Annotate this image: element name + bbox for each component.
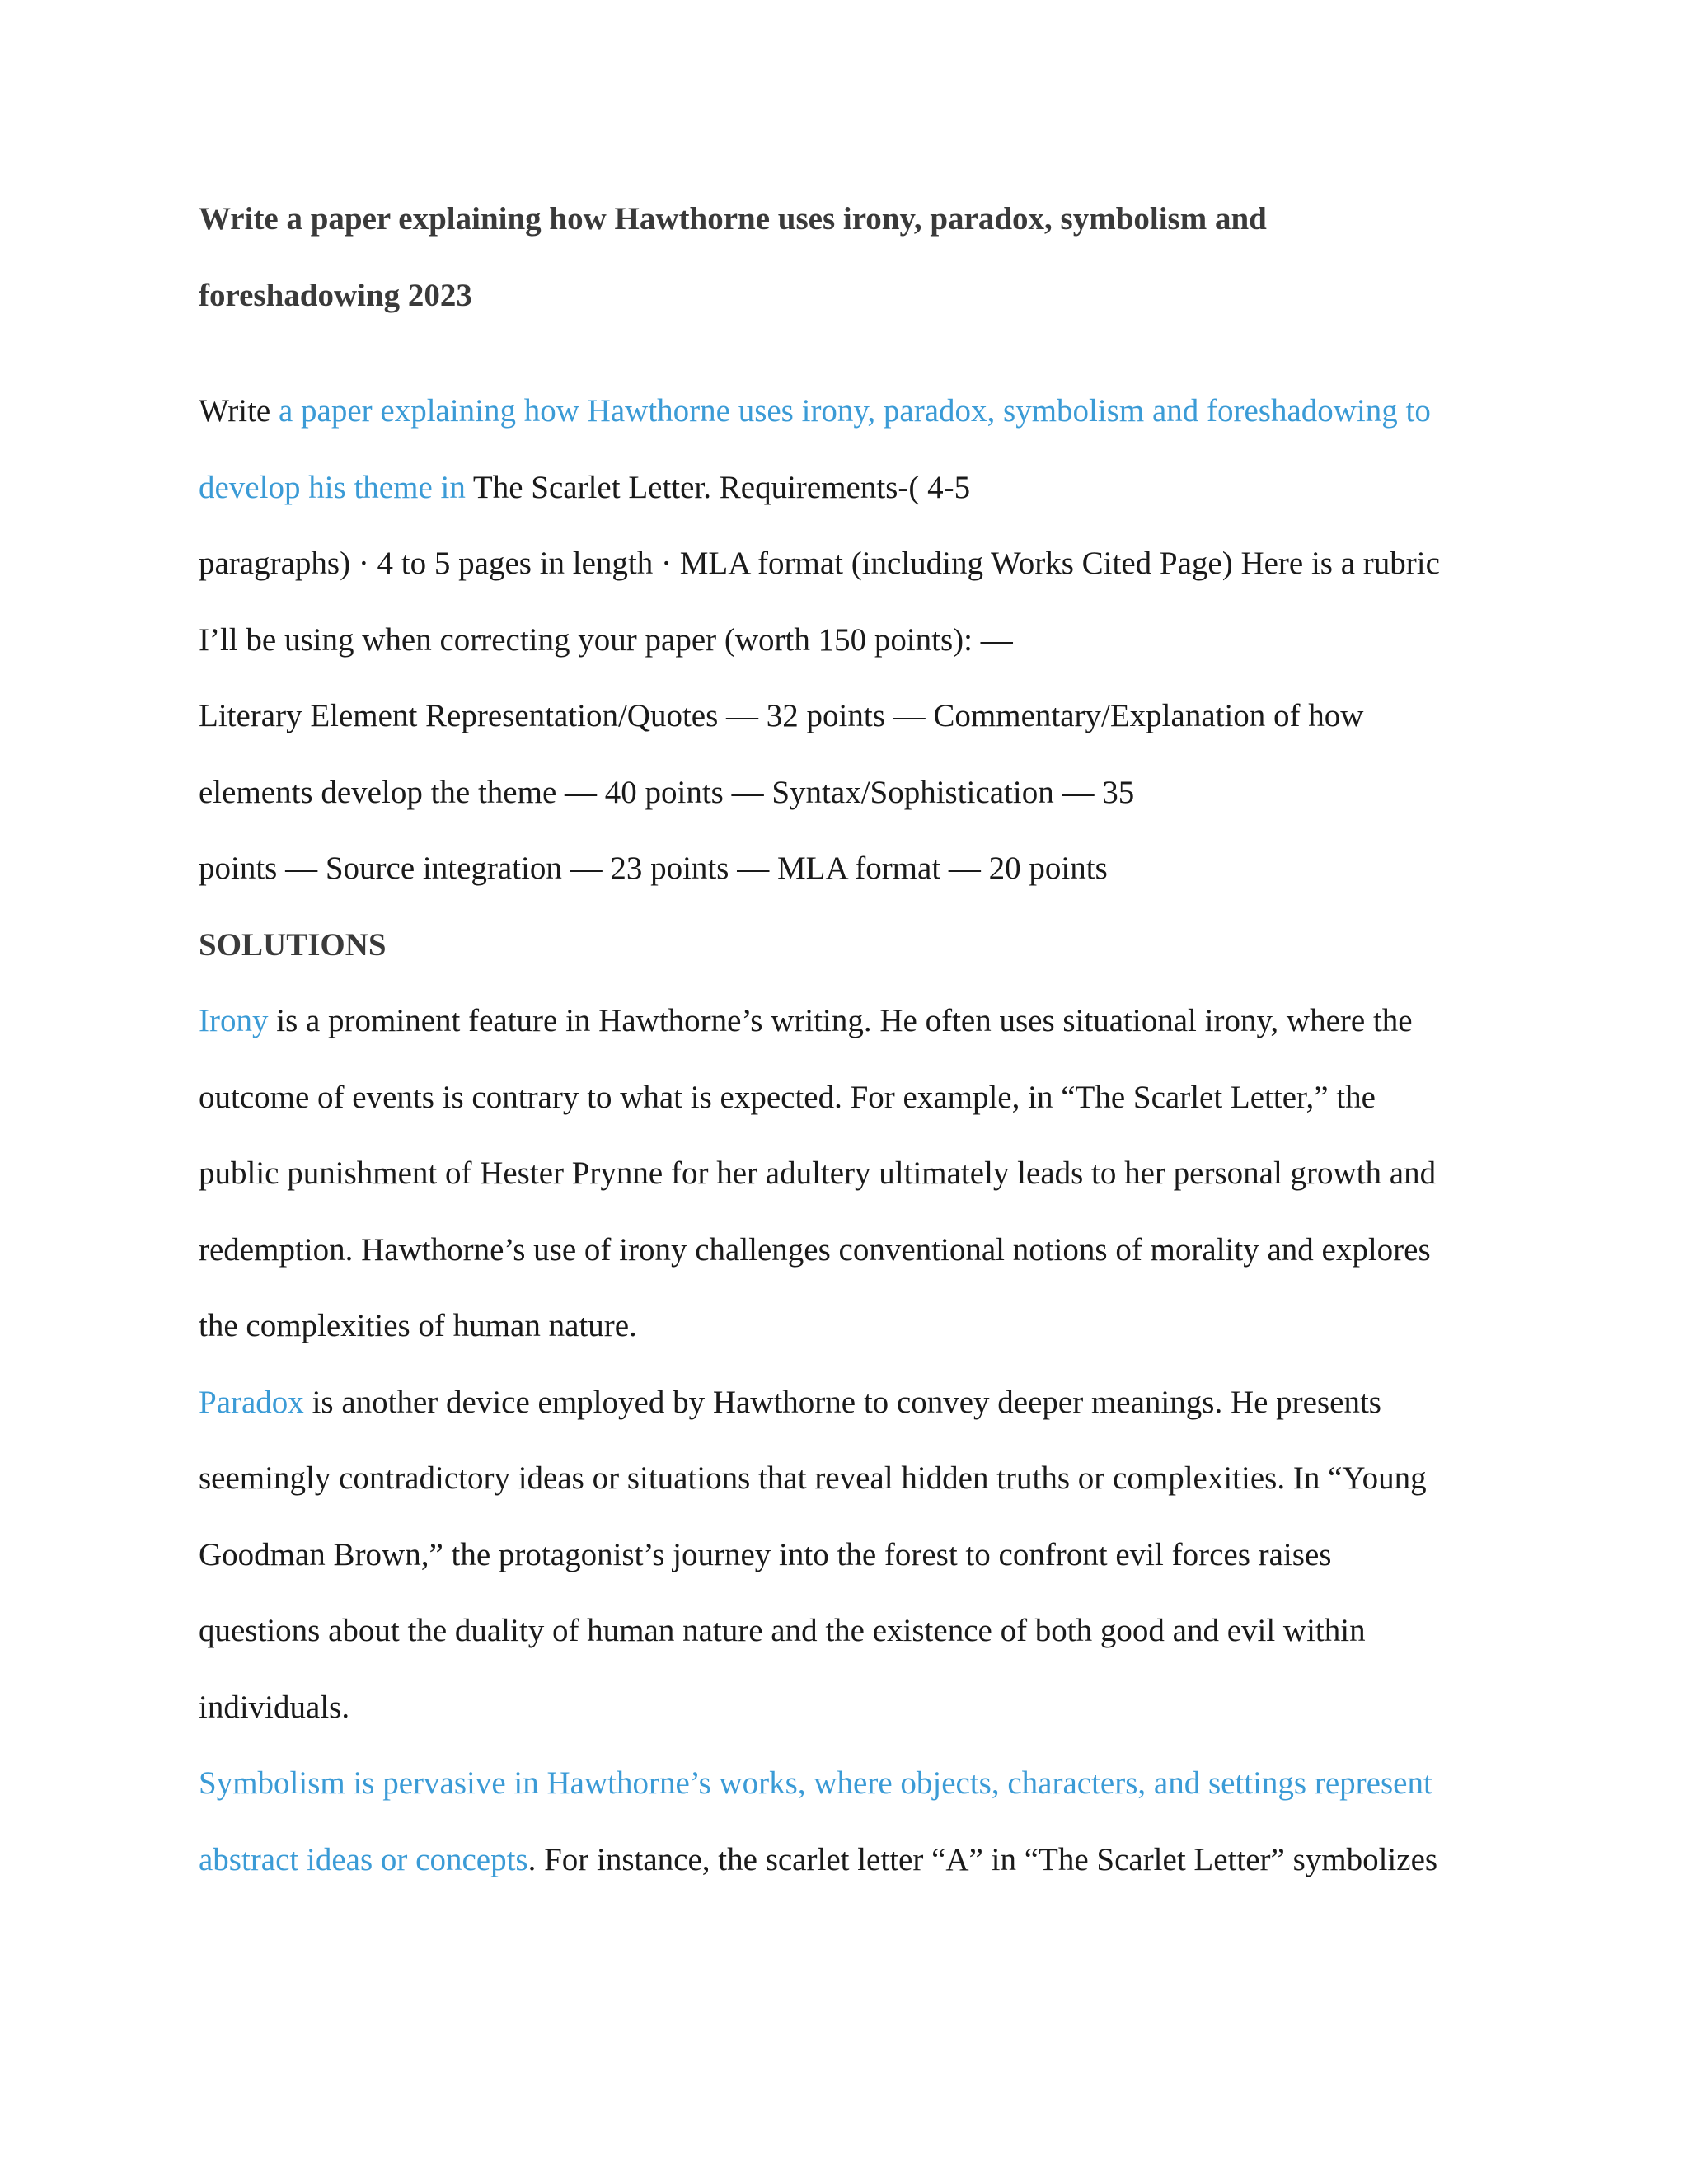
paradox-text: is another device employed by Hawthorne to convey deeper meanings. He presents (303, 1384, 1381, 1420)
paradox-line: seemingly contradictory ideas or situations that reveal hidden truths or complexities. In “Young (199, 1460, 1427, 1496)
paradox-line: individuals. (199, 1689, 350, 1725)
assignment-text: The Scarlet Letter. Requirements-( 4-5 (465, 469, 971, 505)
irony-line (199, 983, 1550, 1060)
solutions-heading: SOLUTIONS (199, 926, 387, 963)
assignment-line: points — Source integration — 23 points — MLA format — 20 points (199, 851, 1108, 886)
irony-line: public punishment of Hester Prynne for her adultery ultimately leads to her personal growth and (199, 1155, 1437, 1191)
irony-line: the complexities of human nature. (199, 1308, 637, 1343)
symbolism-line (199, 1822, 1550, 1899)
document-title-line-1: Write a paper explaining how Hawthorne uses irony, paradox, symbolism and (199, 201, 1267, 237)
symbolism-link[interactable]: Symbolism is pervasive in Hawthorne’s works, where objects, characters, and settings represent (199, 1765, 1432, 1801)
paradox-line: Goodman Brown,” the protagonist’s journey into the forest to confront evil forces raises (199, 1536, 1332, 1572)
symbolism-paragraph (199, 1746, 1550, 1898)
irony-paragraph (199, 983, 1550, 1365)
spacer (199, 334, 1550, 373)
irony-text: is a prominent feature in Hawthorne’s writing. He often uses situational irony, where the (268, 1003, 1413, 1038)
document-title-line-2: foreshadowing 2023 (199, 277, 472, 313)
paradox-line (199, 1365, 1550, 1441)
document-body (199, 181, 1550, 1898)
paradox-link[interactable]: Paradox (199, 1384, 304, 1420)
assignment-text: Write (199, 393, 279, 429)
irony-line: outcome of events is contrary to what is expected. For example, in “The Scarlet Letter,” the (199, 1079, 1376, 1115)
symbolism-link[interactable]: abstract ideas or concepts (199, 1841, 528, 1877)
irony-line: redemption. Hawthorne’s use of irony challenges conventional notions of morality and explores (199, 1231, 1431, 1268)
paradox-line: questions about the duality of human nature and the existence of both good and evil within (199, 1613, 1366, 1648)
irony-link[interactable]: Irony (199, 1003, 269, 1038)
assignment-line: paragraphs) · 4 to 5 pages in length · MLA format (including Works Cited Page) Here is a rubric (199, 546, 1440, 581)
assignment-line (199, 450, 1550, 527)
assignment-paragraph (199, 373, 1550, 907)
assignment-link[interactable]: develop his theme in (199, 469, 466, 505)
assignment-line: I’ll be using when correcting your paper (worth 150 points): — (199, 621, 1013, 658)
paradox-paragraph (199, 1365, 1550, 1746)
assignment-line: elements develop the theme — 40 points — Syntax/Sophistication — 35 (199, 774, 1135, 810)
symbolism-line (199, 1746, 1550, 1822)
assignment-link[interactable]: a paper explaining how Hawthorne uses irony, paradox, symbolism and foreshadowing to (278, 393, 1431, 429)
assignment-line (199, 373, 1550, 450)
assignment-line: Literary Element Representation/Quotes — 32 points — Commentary/Explanation of how (199, 698, 1364, 733)
symbolism-text: . For instance, the scarlet letter “A” in “The Scarlet Letter” symbolizes (528, 1841, 1438, 1877)
